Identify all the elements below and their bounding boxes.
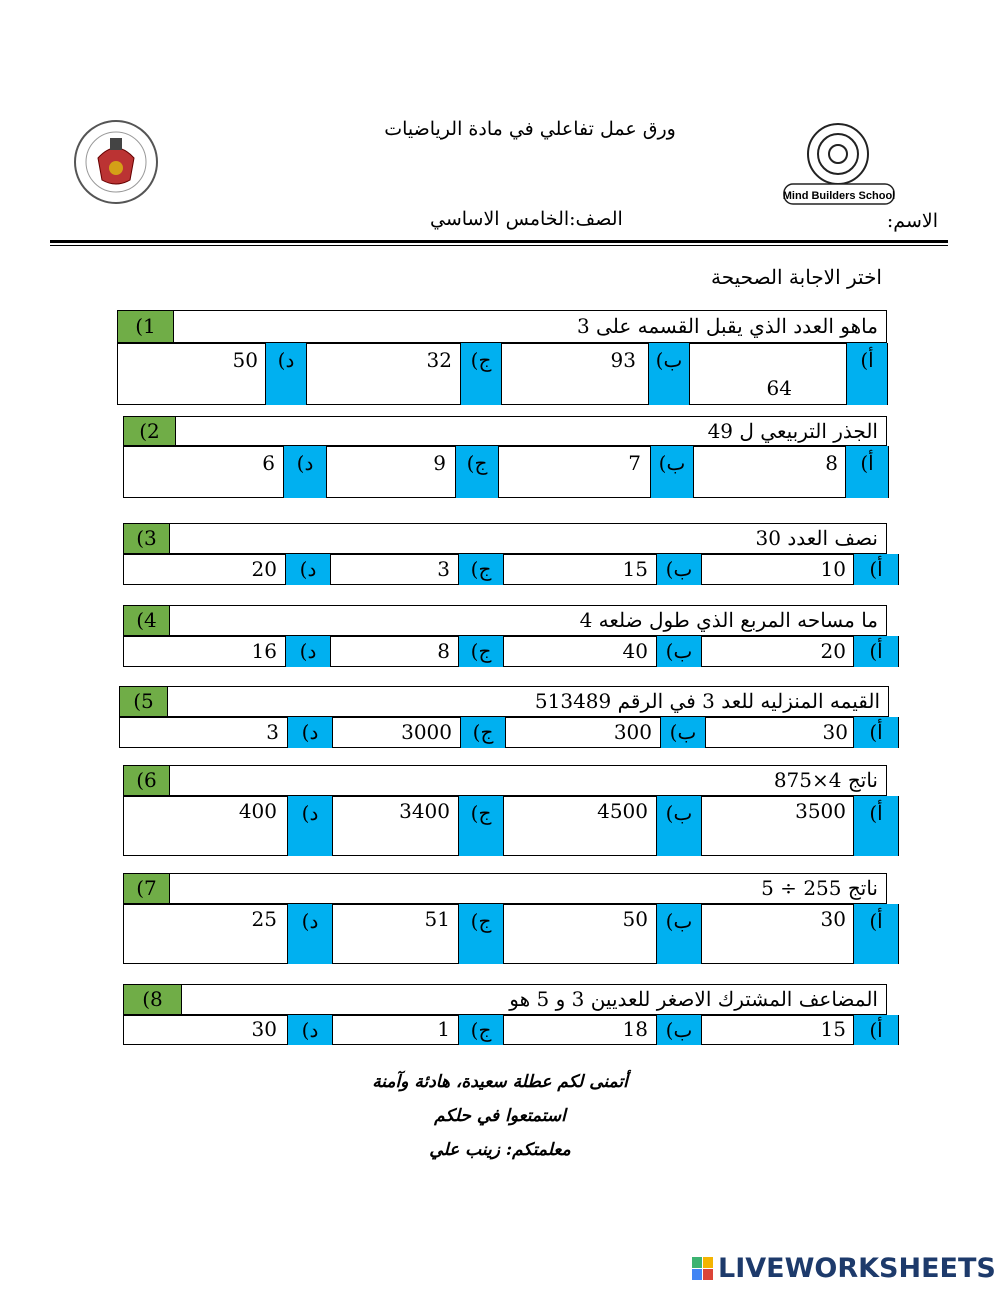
answer-letter-d[interactable]: د) bbox=[283, 446, 327, 498]
answer-option-a[interactable]: 64 bbox=[766, 376, 792, 400]
question-6-answers bbox=[123, 796, 887, 856]
question-text: ماهو العدد الذي يقبل القسمه على 3 bbox=[576, 314, 878, 338]
answer-letter-c[interactable]: ج) bbox=[455, 446, 499, 498]
answer-letter-d[interactable]: د) bbox=[287, 717, 333, 748]
question-number: 3) bbox=[124, 524, 170, 553]
question-number: 6) bbox=[124, 766, 170, 795]
question-text: ناتج 4×875 bbox=[773, 768, 878, 792]
answer-option-c[interactable]: 3400 bbox=[399, 799, 450, 823]
answer-option-a[interactable]: 8 bbox=[825, 451, 838, 475]
answer-letter-d[interactable]: د) bbox=[285, 554, 331, 585]
liveworksheets-icon bbox=[692, 1257, 714, 1281]
answer-option-a[interactable]: 10 bbox=[820, 557, 846, 581]
ministry-emblem-logo bbox=[68, 118, 164, 206]
question-8-header bbox=[123, 984, 887, 1015]
question-4-answers bbox=[123, 636, 887, 667]
answer-option-d[interactable]: 6 bbox=[262, 451, 275, 475]
answer-option-a[interactable]: 20 bbox=[820, 639, 846, 663]
question-number: 8) bbox=[124, 985, 182, 1014]
answer-option-c[interactable]: 8 bbox=[437, 639, 450, 663]
school-logo bbox=[782, 118, 898, 208]
answer-letter-c[interactable]: ج) bbox=[458, 796, 504, 856]
answer-option-b[interactable]: 7 bbox=[628, 451, 641, 475]
school-logo-text: Mind Builders School bbox=[782, 190, 896, 202]
answer-letter-b[interactable]: ب) bbox=[656, 796, 702, 856]
answer-option-a[interactable]: 3500 bbox=[795, 799, 846, 823]
answer-option-a[interactable]: 15 bbox=[820, 1017, 846, 1041]
question-text: المضاعف المشترك الاصغر للعديين 3 و 5 هو bbox=[509, 987, 878, 1011]
answer-option-b[interactable]: 40 bbox=[622, 639, 648, 663]
question-4-header bbox=[123, 605, 887, 636]
answer-option-c[interactable]: 3 bbox=[437, 557, 450, 581]
answer-option-b[interactable]: 50 bbox=[622, 907, 648, 931]
answer-letter-d[interactable]: د) bbox=[265, 343, 307, 405]
answer-letter-a[interactable]: أ) bbox=[853, 796, 899, 856]
question-text: القيمه المنزليه للعد 3 في الرقم 513489 bbox=[534, 689, 880, 713]
answer-option-b[interactable]: 93 bbox=[610, 348, 636, 372]
answer-letter-d[interactable]: د) bbox=[285, 636, 331, 667]
question-text: ناتج 255 ÷ 5 bbox=[761, 876, 878, 900]
question-number: 4) bbox=[124, 606, 170, 635]
footer-line-1: أتمنى لكم عطلة سعيدة، هادئة وآمنة bbox=[372, 1072, 628, 1092]
answer-option-d[interactable]: 400 bbox=[238, 799, 277, 823]
question-number: 5) bbox=[120, 687, 168, 716]
answer-letter-b[interactable]: ب) bbox=[656, 1015, 702, 1045]
instruction-text: اختر الاجابة الصحيحة bbox=[711, 265, 882, 289]
answer-letter-a[interactable]: أ) bbox=[853, 554, 899, 585]
answer-option-b[interactable]: 18 bbox=[622, 1017, 648, 1041]
answer-letter-a[interactable]: أ) bbox=[853, 636, 899, 667]
answer-option-a[interactable]: 30 bbox=[820, 907, 846, 931]
page-title: ورق عمل تفاعلي في مادة الرياضيات bbox=[384, 118, 676, 140]
footer-line-3: معلمتكم: زينب علي bbox=[429, 1140, 571, 1160]
question-number: 1) bbox=[118, 311, 174, 342]
question-2-header bbox=[123, 416, 887, 446]
answer-option-d[interactable]: 25 bbox=[251, 907, 277, 931]
question-number: 2) bbox=[124, 417, 176, 445]
question-3-answers bbox=[123, 554, 887, 585]
answer-option-d[interactable]: 30 bbox=[251, 1017, 277, 1041]
answer-option-c[interactable]: 1 bbox=[437, 1017, 450, 1041]
answer-letter-b[interactable]: ب) bbox=[656, 636, 702, 667]
liveworksheets-brand: LIVEWORKSHEETS bbox=[718, 1253, 996, 1284]
footer-line-2: استمتعوا في حلكم bbox=[434, 1106, 566, 1126]
answer-letter-a[interactable]: أ) bbox=[853, 1015, 899, 1045]
question-2-answers bbox=[123, 446, 887, 498]
answer-option-a[interactable]: 30 bbox=[822, 720, 848, 744]
answer-option-d[interactable]: 20 bbox=[251, 557, 277, 581]
answer-letter-a[interactable]: أ) bbox=[845, 446, 889, 498]
name-field-label: الاسم: bbox=[886, 210, 938, 232]
answer-option-d[interactable]: 3 bbox=[266, 720, 279, 744]
answer-letter-a[interactable]: أ) bbox=[853, 717, 899, 748]
answer-letter-c[interactable]: ج) bbox=[460, 717, 506, 748]
answer-option-d[interactable]: 50 bbox=[232, 348, 258, 372]
question-number: 7) bbox=[124, 874, 170, 903]
answer-option-c[interactable]: 51 bbox=[424, 907, 450, 931]
answer-letter-b[interactable]: ب) bbox=[656, 904, 702, 964]
answer-letter-c[interactable]: ج) bbox=[458, 636, 504, 667]
answer-letter-d[interactable]: د) bbox=[287, 796, 333, 856]
question-3-header bbox=[123, 523, 887, 554]
answer-letter-b[interactable]: ب) bbox=[656, 554, 702, 585]
answer-option-c[interactable]: 3000 bbox=[401, 720, 452, 744]
answer-option-c[interactable]: 9 bbox=[433, 451, 446, 475]
answer-letter-c[interactable]: ج) bbox=[458, 554, 504, 585]
answer-letter-b[interactable]: ب) bbox=[648, 343, 690, 405]
header-divider bbox=[50, 240, 948, 243]
question-text: ما مساحه المربع الذي طول ضلعه 4 bbox=[579, 608, 878, 632]
answer-letter-c[interactable]: ج) bbox=[460, 343, 502, 405]
question-7-answers bbox=[123, 904, 887, 964]
answer-option-b[interactable]: 15 bbox=[622, 557, 648, 581]
question-text: نصف العدد 30 bbox=[755, 526, 878, 550]
answer-letter-c[interactable]: ج) bbox=[458, 1015, 504, 1045]
question-5-header bbox=[119, 686, 889, 717]
answer-letter-b[interactable]: ب) bbox=[650, 446, 694, 498]
question-1-header bbox=[117, 310, 887, 343]
answer-letter-a[interactable]: أ) bbox=[846, 343, 888, 405]
header-divider-thin bbox=[50, 245, 948, 246]
answer-option-b[interactable]: 300 bbox=[613, 720, 652, 744]
question-8-answers bbox=[123, 1015, 887, 1045]
question-6-header bbox=[123, 765, 887, 796]
grade-label: الصف:الخامس الاساسي bbox=[430, 208, 623, 230]
answer-option-d[interactable]: 16 bbox=[251, 639, 277, 663]
answer-option-b[interactable]: 4500 bbox=[597, 799, 648, 823]
answer-letter-d[interactable]: د) bbox=[287, 1015, 333, 1045]
question-text: الجذر التربيعي ل 49 bbox=[707, 419, 878, 443]
answer-option-c[interactable]: 32 bbox=[426, 348, 452, 372]
answer-letter-a[interactable]: أ) bbox=[853, 904, 899, 964]
question-7-header bbox=[123, 873, 887, 904]
answer-letter-b[interactable]: ب) bbox=[660, 717, 706, 748]
answer-letter-c[interactable]: ج) bbox=[458, 904, 504, 964]
answer-letter-d[interactable]: د) bbox=[287, 904, 333, 964]
